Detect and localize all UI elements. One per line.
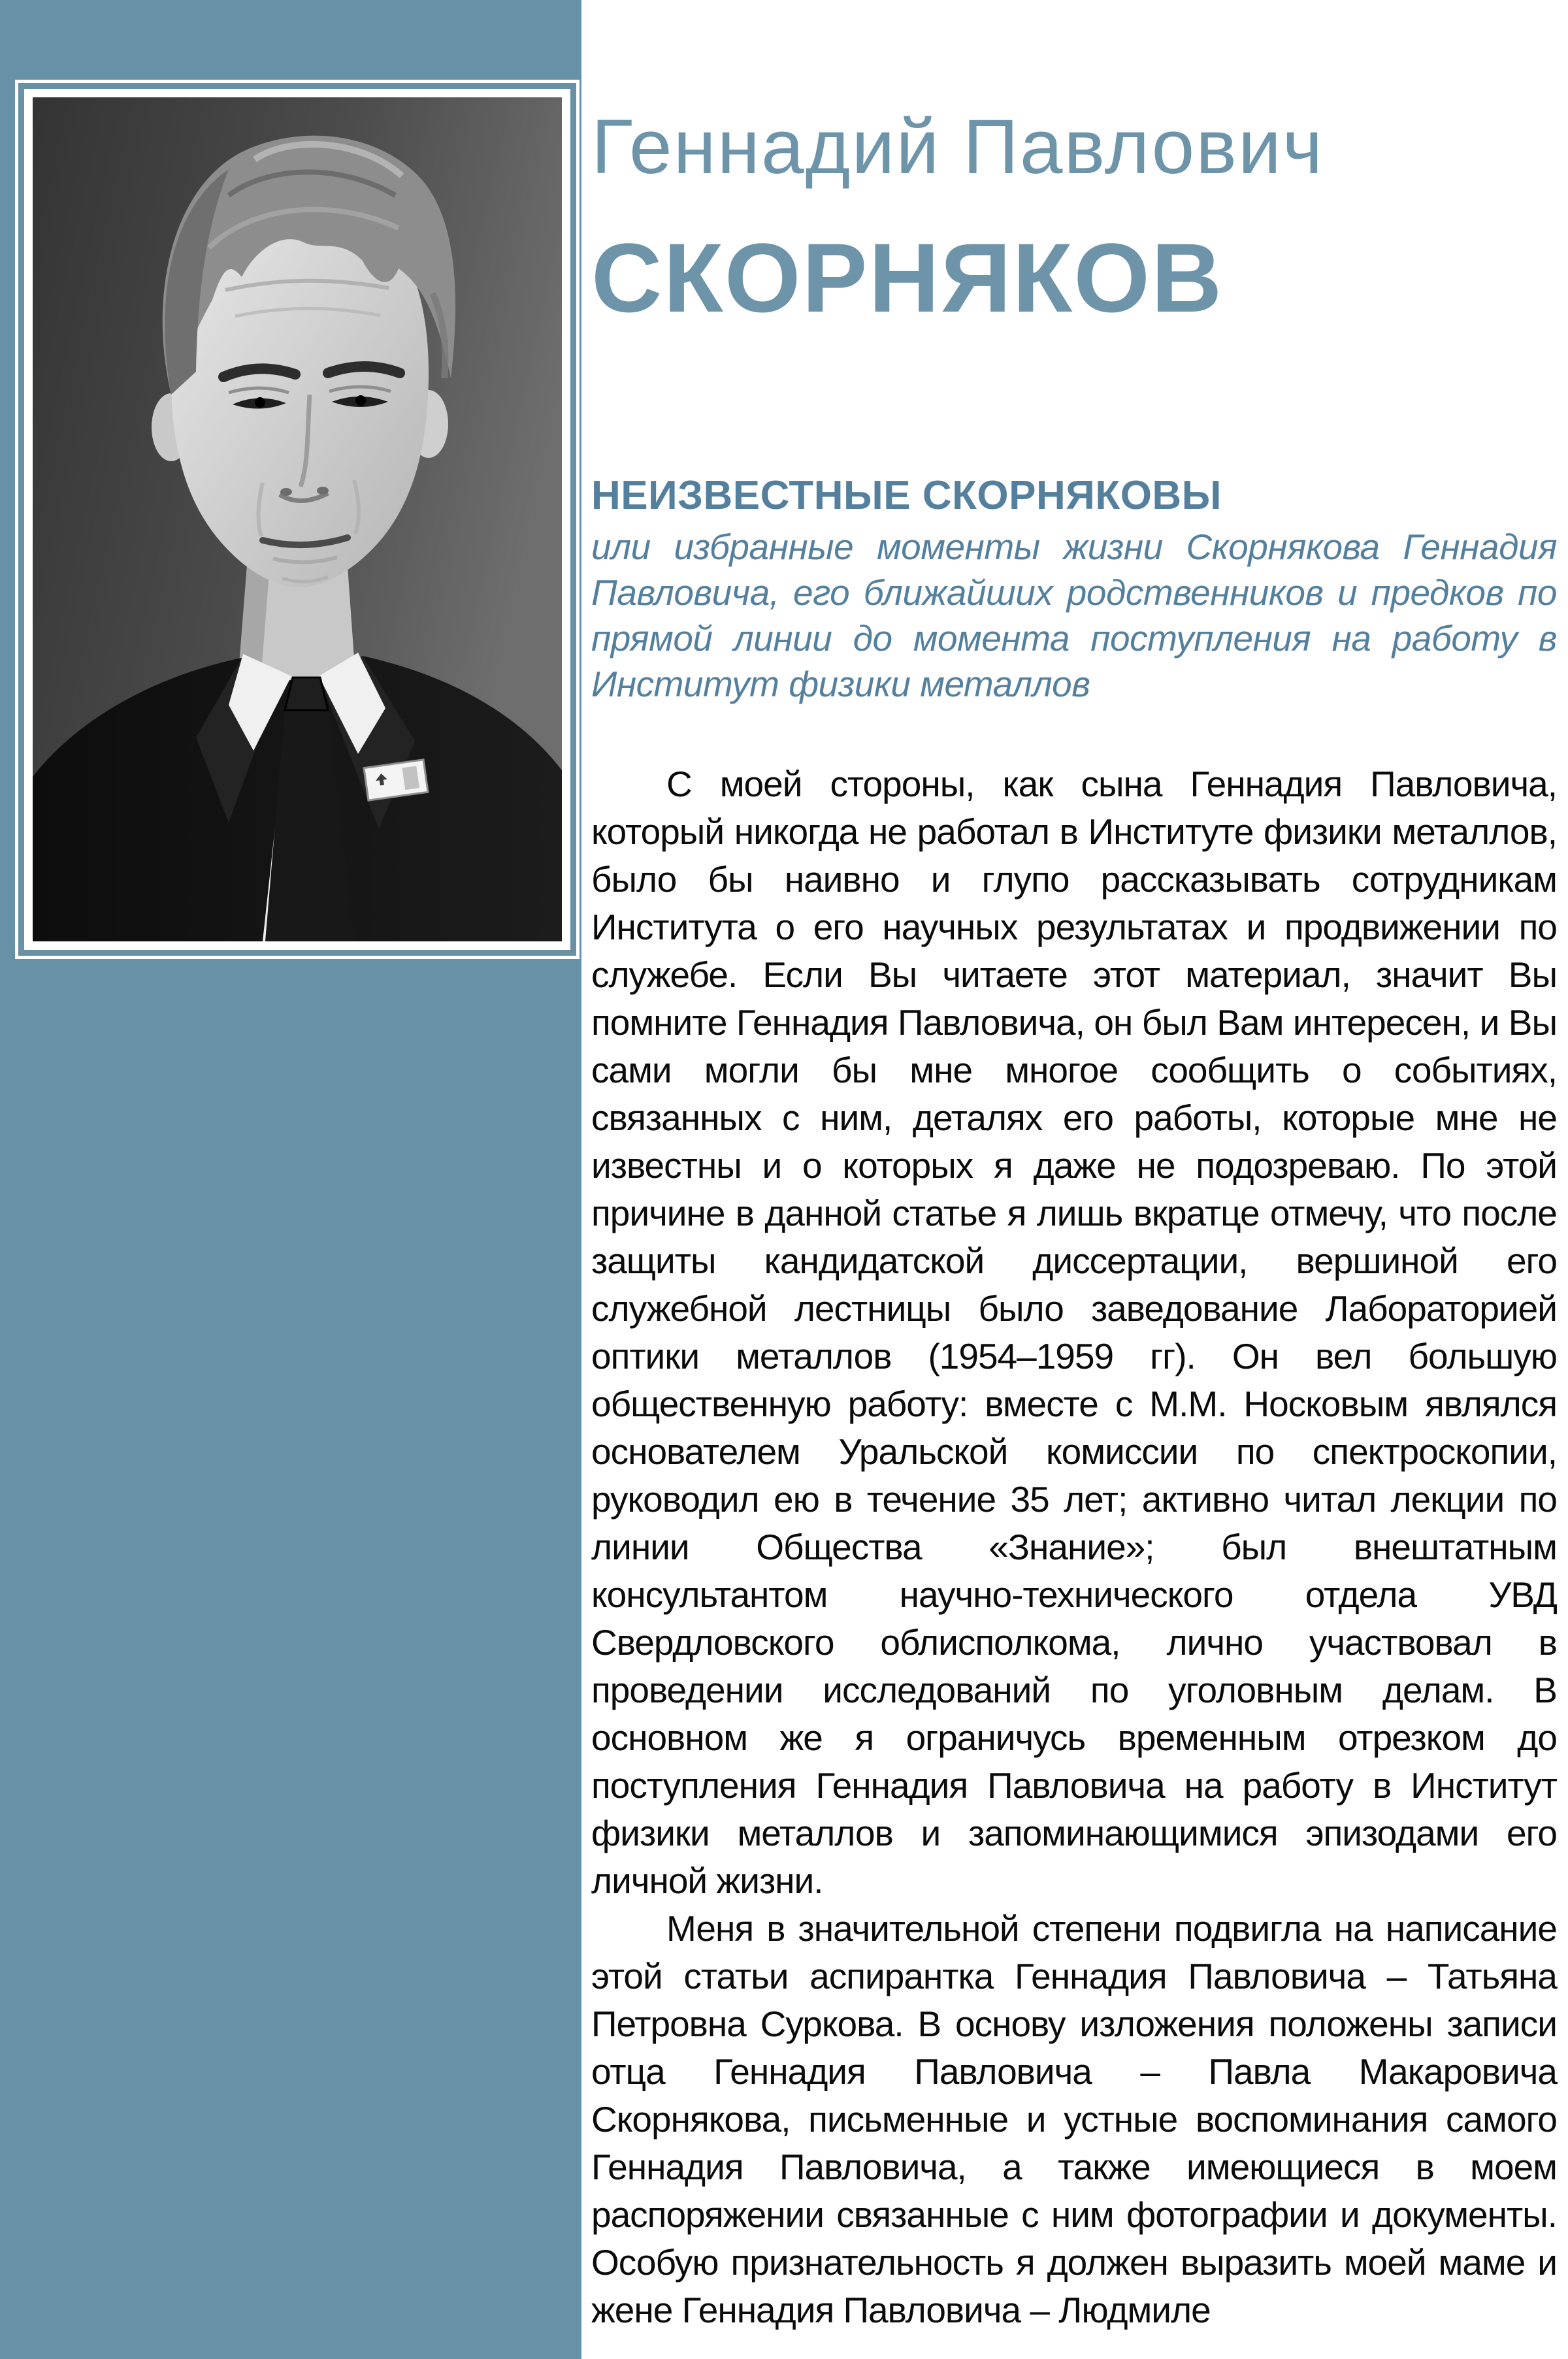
left-photo-sidebar <box>0 0 581 2359</box>
article-paragraph-1: С моей стороны, как сына Геннадия Павловича, который никогда не работал в Институте физики металлов, было бы наивно и глупо рассказывать сотрудникам Института о его научных результатах и продвижении по служебе. Если Вы читаете этот материал, значит Вы помните Геннадия Павловича, он был Вам интересен, и Вы сами могли бы мне многое сообщить о событиях, связанных с ним, деталях его работы, которые мне не известны и о которых я даже не подозреваю. По этой причине в данной статье я лишь вкратце отмечу, что после защиты кандидатской диссертации, вершиной его служебной лестницы было заведование Лабораторией оптики металлов (1954–1959 гг). Он вел большую общественную работу: вместе с М.М. Носковым являлся основателем Уральской комиссии по спектроскопии, руководил ею в течение 35 лет; активно читал лекции по линии Общества «Знание»; был внештатным консультантом научно-технического отдела УВД Свердловского облисполкома, лично участвовал в проведении исследований по уголовным делам. В основном же я ограничусь временным отрезком до поступления Геннадия Павловича на работу в Институт физики металлов и запоминающимися эпизодами его личной жизни. <box>591 764 1557 1902</box>
photo-frame-inner <box>24 89 570 950</box>
section-subtitle: или избранные моменты жизни Скорнякова Геннадия Павловича, его ближайших родственников и предков по прямой линии до момента поступления на работу в Институт физики металлов <box>591 527 1557 705</box>
title-first-name: Геннадий Павлович <box>591 104 1324 190</box>
text-column <box>591 0 1557 2334</box>
portrait-photo <box>33 97 562 941</box>
section-heading: НЕИЗВЕСТНЫЕ СКОРНЯКОВЫ <box>591 473 1222 519</box>
article-body <box>591 760 1557 2334</box>
page-title <box>591 0 1557 334</box>
photo-frame <box>15 80 580 959</box>
title-last-name: СКОРНЯКОВ <box>591 222 1224 333</box>
article-paragraph-2: Меня в значительной степени подвигла на написание этой статьи аспирантка Геннадия Павловича – Татьяна Петровна Суркова. В основу изложения положены записи отца Геннадия Павловича – Павла Макаровича Скорнякова, письменные и устные воспоминания самого Геннадия Павловича, а также имеющиеся в моем распоряжении связанные с ним фотографии и документы. Особую признательность я должен выразить моей маме и жене Геннадия Павловича – Людмиле <box>591 1908 1557 2331</box>
